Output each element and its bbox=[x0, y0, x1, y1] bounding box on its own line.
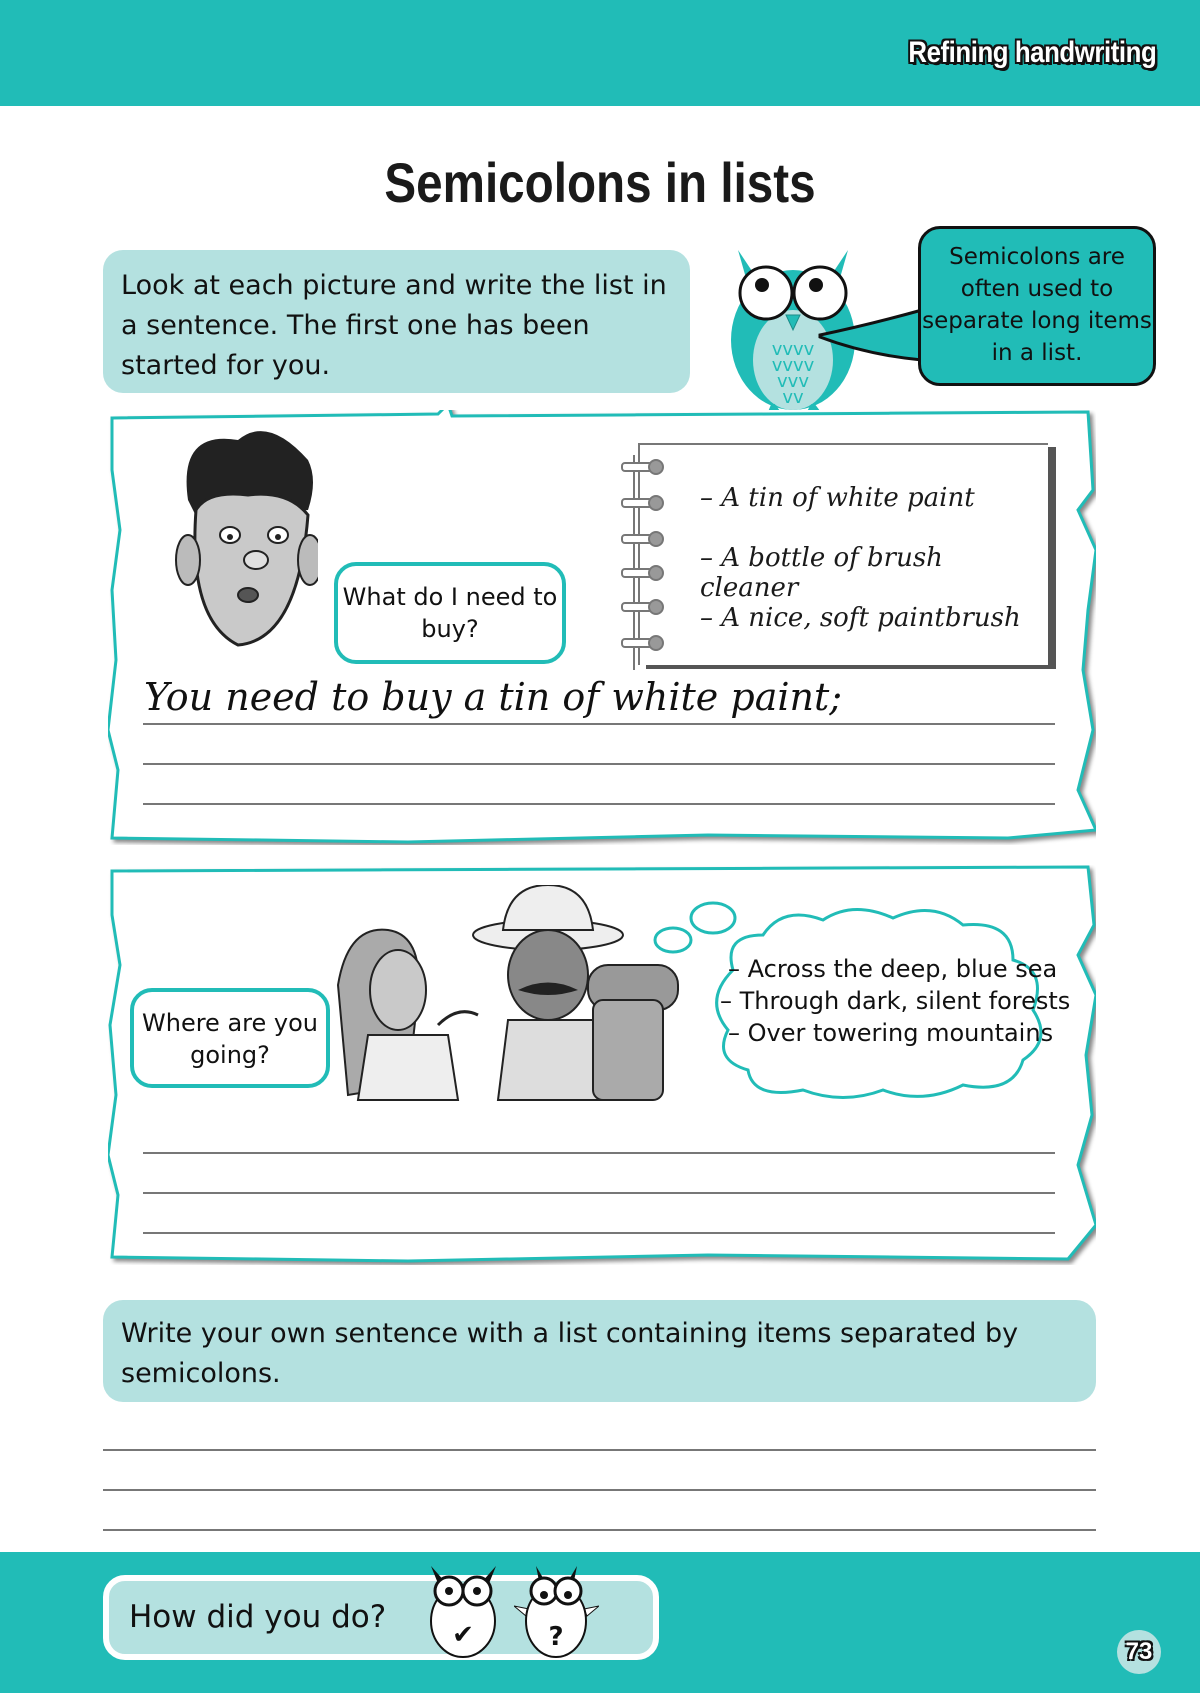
list-item: – A tin of white paint bbox=[700, 483, 975, 513]
owl-speech-bubble: Semicolons are often used to separate long items in a list. bbox=[918, 226, 1156, 386]
list-item: – Through dark, silent forests bbox=[720, 987, 1071, 1015]
started-answer-text: You need to buy a tin of white paint; bbox=[144, 675, 843, 719]
speech-bubble-where-going: Where are you going? bbox=[130, 988, 330, 1088]
exercise-panel-1 bbox=[108, 410, 1096, 845]
instruction-box: Look at each picture and write the list in a sentence. The first one has been started for you. bbox=[103, 250, 690, 393]
thought-list bbox=[720, 953, 1070, 1049]
svg-text:vvvv: vvvv bbox=[771, 355, 815, 376]
svg-text:?: ? bbox=[548, 1622, 564, 1652]
svg-text:vv: vv bbox=[782, 387, 804, 408]
writing-line[interactable] bbox=[103, 1449, 1096, 1451]
writing-line[interactable] bbox=[103, 1529, 1096, 1531]
speech-bubble-what-to-buy: What do I need to buy? bbox=[334, 562, 566, 664]
top-band bbox=[0, 0, 1200, 106]
writing-line[interactable] bbox=[103, 1489, 1096, 1491]
self-assessment-box bbox=[103, 1575, 659, 1660]
list-item: – Across the deep, blue sea bbox=[728, 955, 1058, 983]
writing-line[interactable] bbox=[143, 803, 1055, 805]
question-owl-icon[interactable] bbox=[514, 1561, 599, 1661]
shopping-list-notebook bbox=[638, 443, 1048, 665]
list-item: – A bottle of brush cleaner bbox=[700, 543, 943, 603]
page-title: Semicolons in lists bbox=[384, 151, 816, 214]
man-character-illustration bbox=[168, 420, 318, 655]
spiral-binding-icon bbox=[620, 455, 670, 670]
writing-line[interactable] bbox=[143, 1232, 1055, 1234]
svg-text:✔: ✔ bbox=[452, 1620, 474, 1650]
list-item: – Over towering mountains bbox=[728, 1019, 1054, 1047]
writing-line[interactable] bbox=[143, 723, 1055, 725]
svg-text:vvvv: vvvv bbox=[771, 339, 815, 360]
list-item: – A nice, soft paintbrush bbox=[700, 603, 1021, 633]
page-number: 73 bbox=[1117, 1630, 1161, 1674]
speech-tail-icon bbox=[818, 305, 928, 375]
self-assessment-label: How did you do? bbox=[129, 1599, 387, 1635]
exercise-panel-2 bbox=[108, 865, 1096, 1265]
own-sentence-prompt: Write your own sentence with a list containing items separated by semicolons. bbox=[103, 1300, 1096, 1402]
writing-line[interactable] bbox=[143, 1152, 1055, 1154]
section-label: Refining handwriting bbox=[908, 36, 1156, 69]
writing-line[interactable] bbox=[143, 763, 1055, 765]
check-owl-icon[interactable] bbox=[421, 1561, 506, 1661]
svg-text:vvv: vvv bbox=[777, 371, 809, 392]
writing-line[interactable] bbox=[143, 1192, 1055, 1194]
